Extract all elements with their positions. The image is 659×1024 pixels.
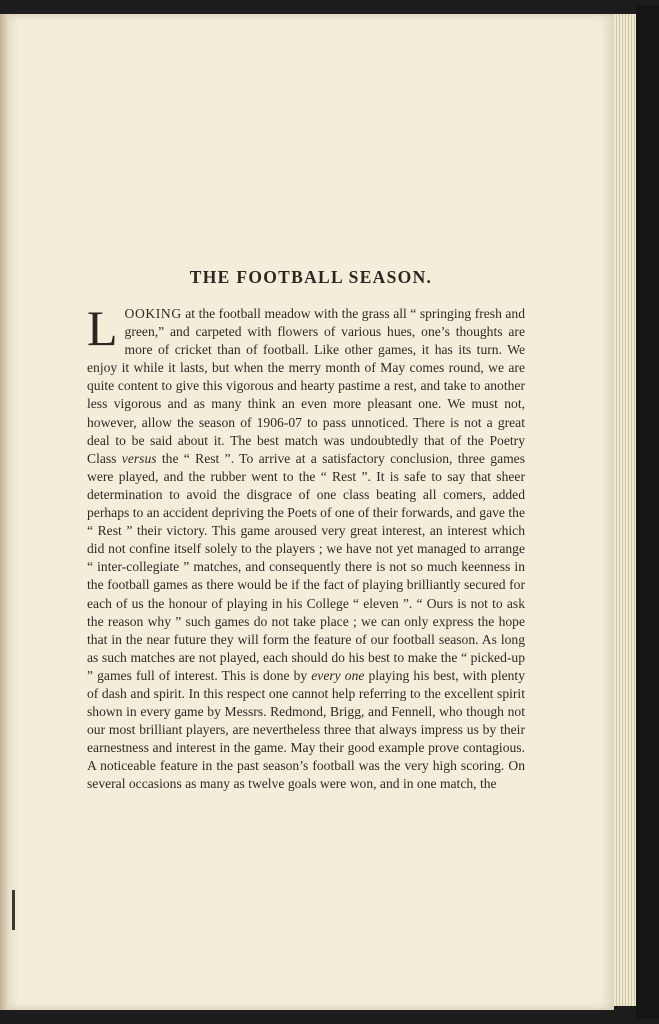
binding-mark: [12, 890, 15, 930]
article-body: [87, 300, 525, 794]
article-title: THE FOOTBALL SEASON.: [189, 267, 433, 287]
page-stack-edge: [614, 14, 636, 1006]
body-segment-2: the “ Rest ”. To arrive at a satisfactory conclusion, three games were played, and the rubber went to the “ Rest ”. It is safe to say that sheer determination to avoid the disgrace of one class beating all comers, added perhaps to an accident depriving the Poets of one of their forwards, and gave the “ Rest ” their victory. This game aroused very great interest, an interest which did not confine itself solely to the players ; we have not yet managed to arrange “ inter-collegiate ” matches, and consequently there is not so much keenness in the football games as there would be if the fact of playing brilliantly secured for each of us the honour of playing in his College “ eleven ”. “ Ours is not to ask the reason why ” such games do not take place ; we can only express the hope that in the near future they will form the feature of our football season. As long as such matches are not played, each should do his best to make the “ picked-up ” games full of interest. This is done by: [87, 450, 525, 683]
book-left-edge: [0, 14, 8, 1010]
drop-cap: L: [87, 300, 118, 356]
book-cover-edge: [636, 6, 659, 1018]
italic-every-one: every one: [311, 667, 365, 683]
italic-versus: versus: [121, 450, 157, 466]
opening-word: OOKING: [124, 306, 182, 321]
body-segment-1: at the football meadow with the grass all “ springing fresh and green,” and carpeted with flowers of various hues, one’s thoughts are more of cricket than of football. Like other games, it has its turn. We enjoy it while it lasts, but when the merry month of May comes round, we are quite content to give this vigorous and hearty pastime a rest, and take to another less vigorous and as many think an even more pleasant one. We must not, however, allow the season of 1906-07 to pass unnoticed. There is not a great deal to be said about it. The best match was undoubtedly that of the Poetry Class: [87, 306, 525, 466]
body-segment-3: playing his best, with plenty of dash and spirit. In this respect one cannot help referring to the excellent spirit shown in every game by Messrs. Redmond, Brigg, and Fennell, who though not our most brilliant players, are nevertheless three that always impress us by their earnestness and interest in the game. May their good example prove contagious. A noticeable feature in the past season’s football was the very high scoring. On several occasions as many as twelve goals were won, and in one match, the: [87, 667, 525, 792]
